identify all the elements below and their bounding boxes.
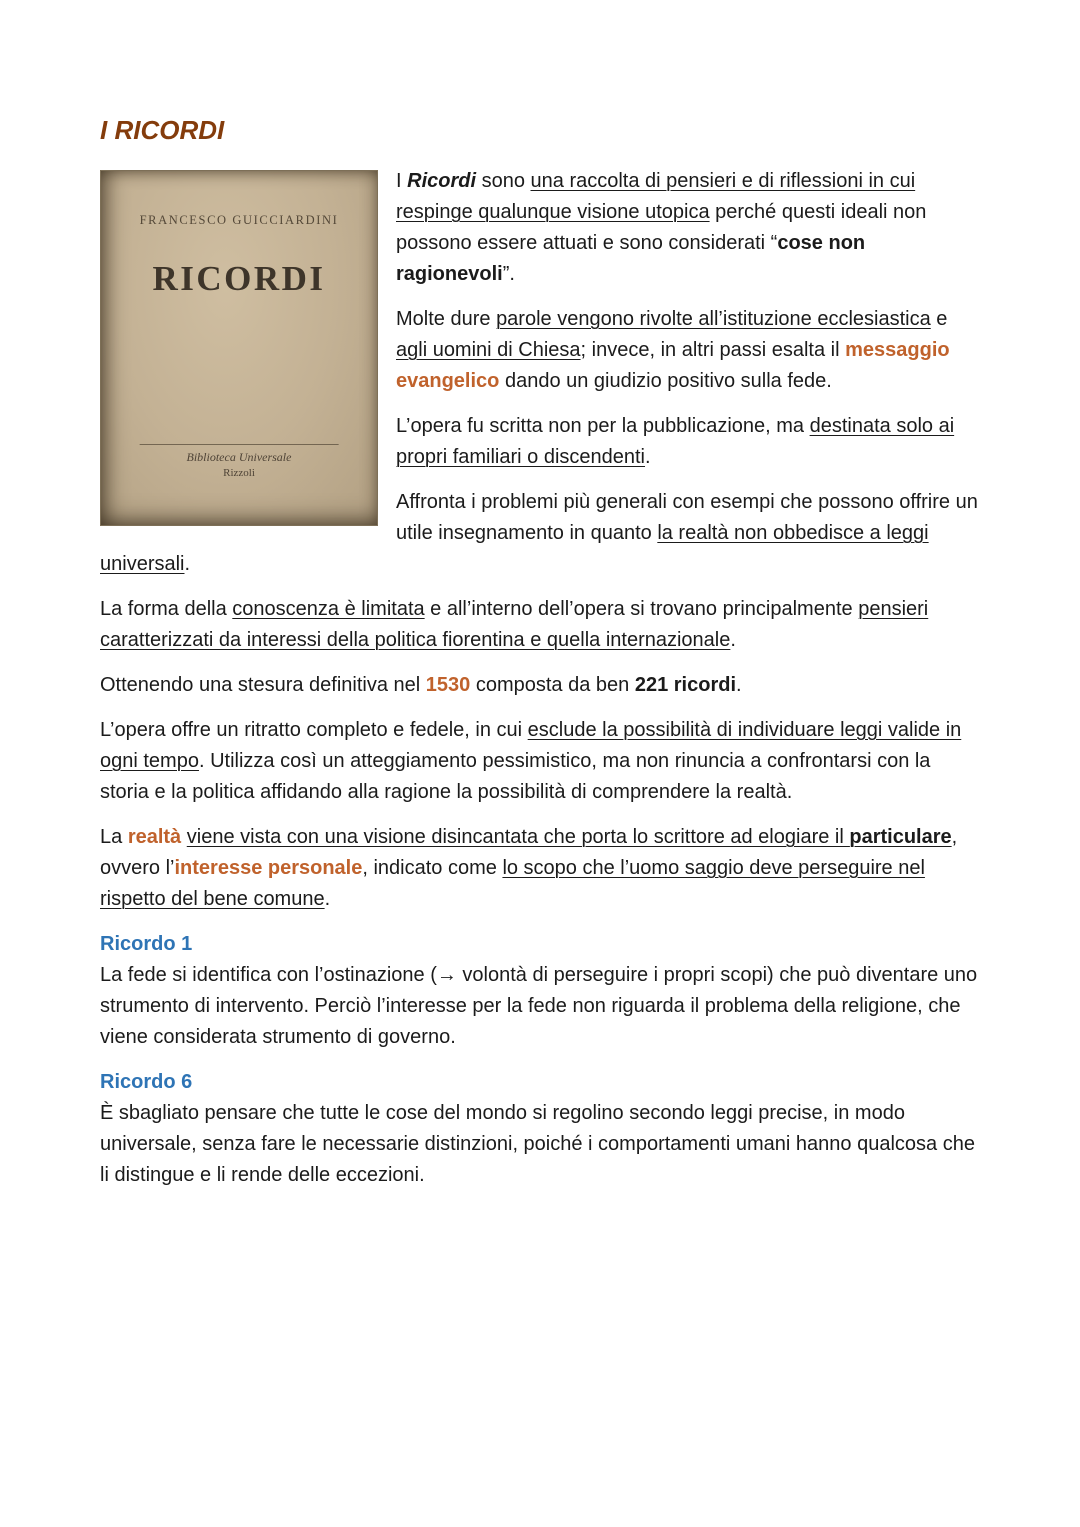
text-run: parole vengono rivolte all’istituzione ecclesiastica — [496, 307, 931, 330]
text-run: e — [930, 307, 948, 330]
text-run: 221 ricordi — [634, 673, 737, 696]
heading-ricordo-1: Ricordo 1 — [100, 932, 193, 955]
text-run: ”. — [502, 262, 515, 285]
paragraph-ricordo-6 — [100, 1098, 980, 1191]
text-run: la realtà non obbedisce a leggi universali — [100, 521, 929, 575]
text-run: sono — [476, 169, 531, 192]
text-run: 1530 — [425, 673, 471, 696]
text-run: esclude la possibilità di individuare leggi valide in ogni tempo — [100, 718, 962, 772]
text-run: particulare — [849, 825, 952, 848]
text-run: Affronta i problemi più generali con esempi che possono offrire un utile insegnamento in quanto — [396, 490, 978, 544]
text-run: L’opera fu scritta non per la pubblicazione, ma — [396, 414, 810, 437]
book-cover-author: FRANCESCO GUICCIARDINI — [139, 212, 339, 227]
text-run: . — [184, 552, 191, 575]
text-run: La forma della — [100, 597, 233, 620]
book-cover-image — [100, 170, 378, 526]
book-cover-series: Biblioteca Universale — [186, 450, 292, 465]
text-run: e all’interno dell’opera si trovano principalmente — [424, 597, 859, 620]
text-run: Molte dure — [396, 307, 497, 330]
text-run: . — [736, 673, 742, 696]
text-run: È sbagliato pensare che tutte le cose del mondo si regolino secondo leggi precise, in modo universale, senza fare le necessarie distinzioni, poiché i comportamenti umani hanno qualcosa che li distingue e li rende delle eccezioni. — [100, 1101, 975, 1186]
text-run: L’opera offre un ritratto completo e fedele, in cui — [100, 718, 528, 741]
text-run: I — [396, 169, 408, 192]
paragraph-final-draft — [100, 670, 980, 701]
paragraph-portrait — [100, 715, 980, 808]
text-run: messaggio evangelico — [396, 338, 950, 392]
text-run: , ovvero l’ — [100, 825, 958, 879]
paragraph-ricordo-1 — [100, 960, 980, 1053]
text-run: composta da ben — [470, 673, 635, 696]
paragraph-particulare — [100, 822, 980, 915]
book-cover-imprint — [140, 444, 339, 481]
text-run: . Utilizza così un atteggiamento pessimistico, ma non rinuncia a confrontarsi con la storia e la politica affidando alla ragione la possibilità di comprendere la realtà. — [100, 749, 931, 803]
text-run: lo scopo che l’uomo saggio deve perseguire nel rispetto del bene comune — [100, 856, 925, 910]
text-run: realtà — [127, 825, 182, 848]
text-run: conoscenza è limitata — [232, 597, 425, 620]
text-run: destinata solo ai propri familiari o discendenti — [396, 414, 955, 468]
text-run: . — [324, 887, 331, 910]
text-run: Ottenendo una stesura definitiva nel — [100, 673, 426, 696]
text-run: interesse personale — [174, 856, 363, 879]
text-run: . — [645, 445, 651, 468]
text-run: . — [730, 628, 736, 651]
text-run: una raccolta di pensieri e di riflessioni in cui respinge qualunque visione utopica — [396, 169, 916, 223]
text-run: agli uomini di Chiesa — [396, 338, 581, 361]
book-cover-publisher: Rizzoli — [223, 467, 255, 480]
text-run: ; invece, in altri passi esalta il — [580, 338, 846, 361]
text-run: La fede si identifica con l’ostinazione (→ volontà di perseguire i propri scopi) che può diventare uno strumento di intervento. Perciò l’interesse per la fede non riguarda il problema della religione, che viene considerata strumento di governo. — [100, 963, 978, 1048]
text-run: pensieri caratterizzati da interessi della politica fiorentina e quella internazionale — [100, 597, 929, 651]
heading-ricordo-6: Ricordo 6 — [100, 1070, 193, 1093]
text-run: cose non ragionevoli — [396, 231, 866, 285]
text-run: viene vista con una visione disincantata che porta lo scrittore ad elogiare il — [186, 825, 850, 848]
text-run: La — [100, 825, 128, 848]
text-run: Ricordi — [407, 169, 477, 192]
page-title: I RICORDI — [100, 115, 225, 145]
text-run: dando un giudizio positivo sulla fede. — [499, 369, 832, 392]
text-run: perché questi ideali non possono essere attuati e sono considerati “ — [396, 200, 927, 254]
document-body — [100, 166, 980, 1191]
paragraph-form-of-knowledge — [100, 594, 980, 656]
book-cover-title: RICORDI — [152, 258, 326, 298]
text-run: , indicato come — [362, 856, 503, 879]
